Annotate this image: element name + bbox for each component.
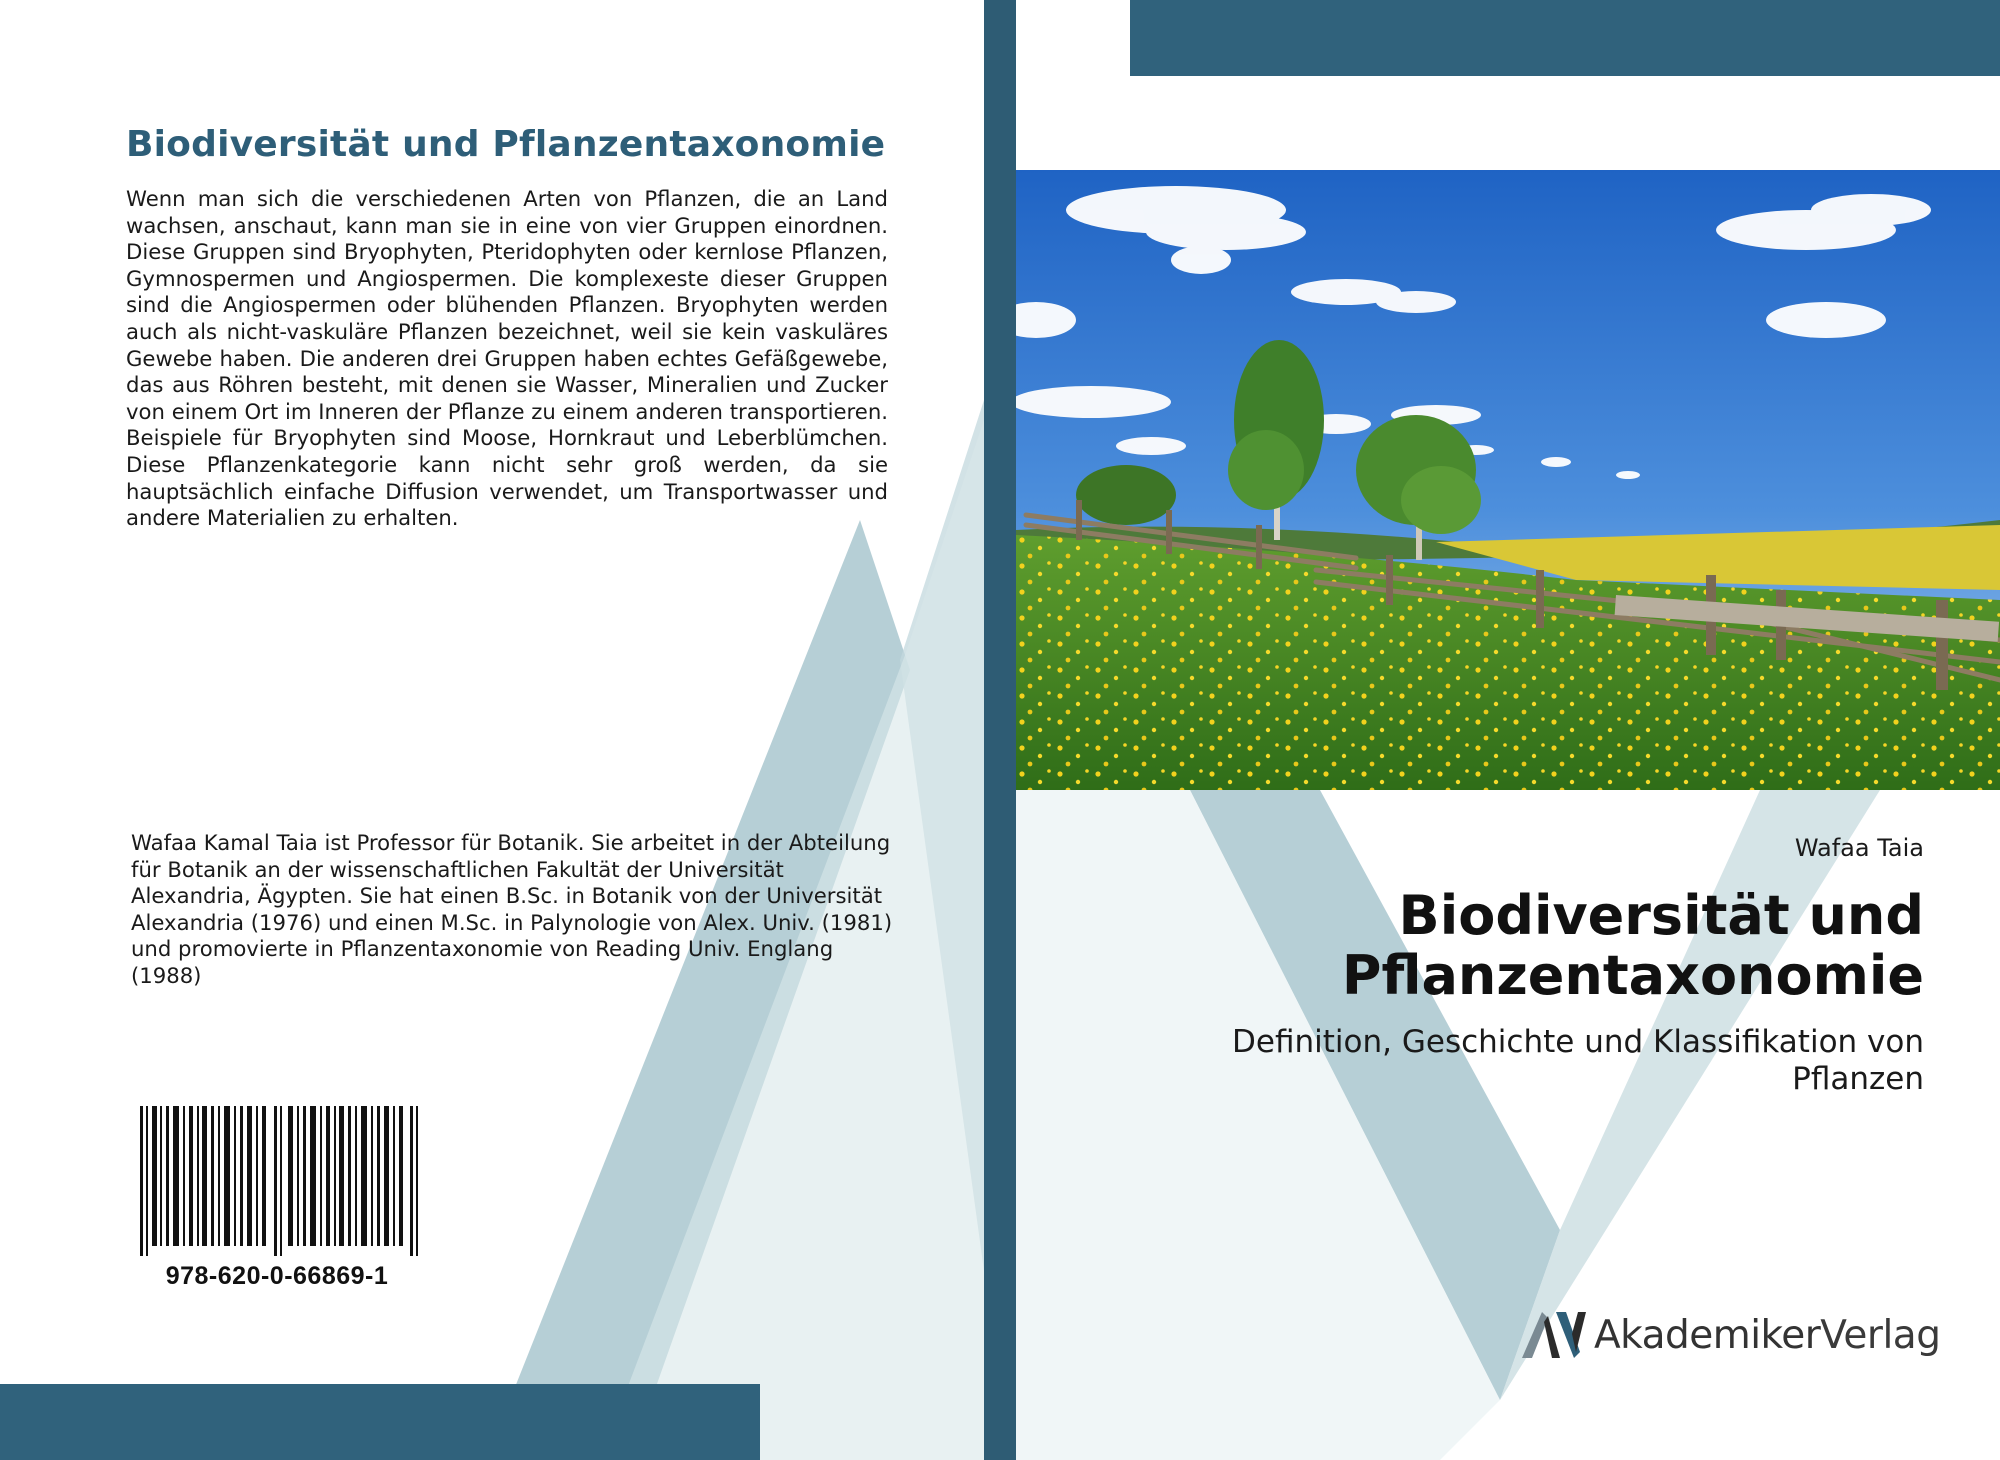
back-bottom-bar [0, 1384, 760, 1460]
publisher-name [1594, 1308, 1940, 1364]
publisher-name-part2: Verlag [1820, 1313, 1941, 1358]
landscape-photo [1016, 170, 2000, 790]
publisher-name-part1: Akademiker [1594, 1313, 1821, 1358]
back-cover-title: Biodiversität und Pflanzentaxonomie [126, 124, 886, 165]
av-logo-icon [1522, 1312, 1586, 1358]
front-author-name: Wafaa Taia [1794, 834, 1924, 862]
publisher-logo [1522, 1308, 1942, 1368]
front-top-bar [1130, 0, 2000, 76]
author-bio: Wafaa Kamal Taia ist Professor für Botanik. Sie arbeitet in der Abteilung für Botanik an der wissenschaftlichen Fakultät der Universität Alexandria, Ägypten. Sie hat einen B.Sc. in Botanik von der Universität Alexandria (1976) und einen M.Sc. in Palynologie von Alex. Univ. (1981) und promovierte in Pflanzentaxonomie von Reading Univ. Englang (1988) [131, 830, 893, 988]
front-cover-title: Biodiversität und Pflanzentaxonomie [1341, 884, 1924, 1007]
back-cover-blurb: Wenn man sich die verschiedenen Arten von Pflanzen, die an Land wachsen, anschaut, kann man sie in eine von vier Gruppen einordnen. Diese Gruppen sind Bryophyten, Pteridophyten oder kernlose Pflanzen, Gymnospermen und Angiospermen. Die komplexeste dieser Gruppen sind die Angiospermen oder blühenden Pflanzen. Bryophyten werden auch als nicht-vaskuläre Pflanzen bezeichnet, weil sie kein vaskuläres Gewebe haben. Die anderen drei Gruppen haben echtes Gefäßgewebe, das aus Röhren besteht, mit denen sie Wasser, Mineralien und Zucker von einem Ort im Inneren der Pflanze zu einem anderen transportieren. Beispiele für Bryophyten sind Moose, Hornkraut und Leberblümchen. Diese Pflanzenkategorie kann nicht sehr groß werden, da sie hauptsächlich einfache Diffusion verwendet, um Transportwasser und andere Materialien zu erhalten. [126, 186, 888, 531]
front-cover-subtitle: Definition, Geschichte und Klassifikation von Pflanzen [1232, 1024, 1924, 1097]
isbn-number: 978-620-0-66869-1 [165, 1262, 389, 1290]
book-spine [984, 0, 1016, 1460]
barcode [138, 1106, 422, 1256]
